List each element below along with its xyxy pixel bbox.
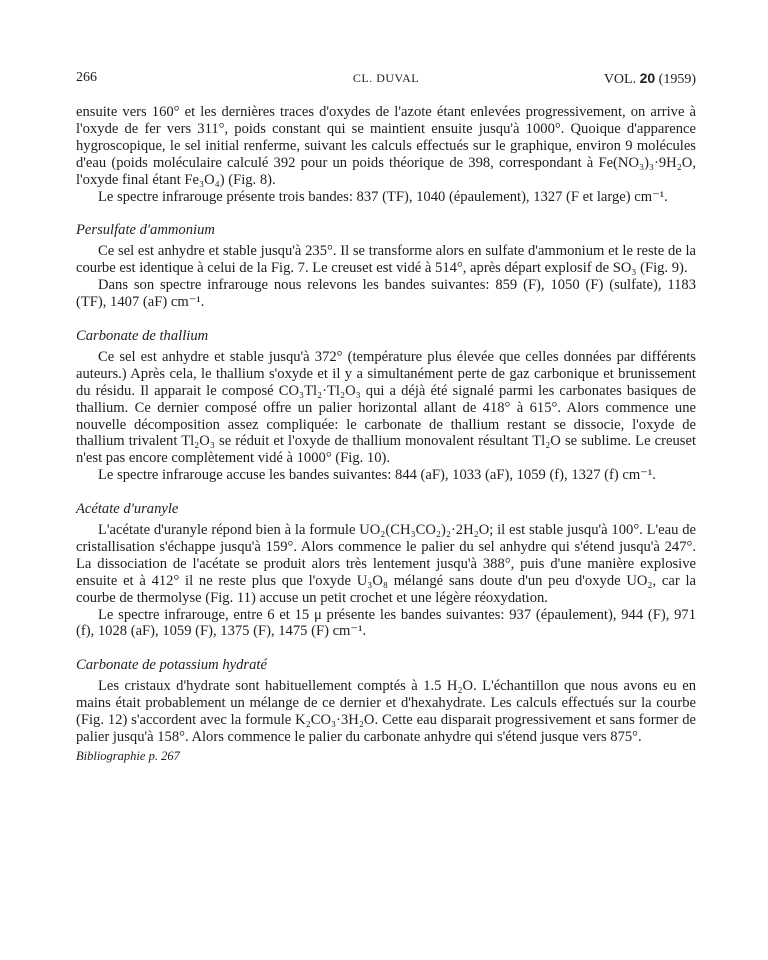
section-title: Carbonate de thallium [76, 327, 209, 344]
volume-year: (1959) [658, 72, 696, 87]
volume-prefix: VOL. [603, 72, 637, 87]
intro-paragraph-1: ensuite vers 160° et les dernières traces d'oxydes de l'azote étant enlevées progressivement, on arrive à l'oxyde de fer vers 311°, poids constant qui se maintient ensuite jusqu'à 1000°. Quoique d'apparence hygroscopique, le sel initial renferme, suivant les calculs effectués sur le graphique, environ 9 molécules d'eau (poids moléculaire calculé 392 pour un poids théorique de 398, correspondant à Fe(NO₃)₃·9H₂O, l'oxyde final étant Fe₃O₄) (Fig. 8). [76, 104, 696, 188]
section-paragraph: Le spectre infrarouge, entre 6 et 15 μ présente les bandes suivantes: 937 (épaulement), 944 (F), 971 (f), 1028 (aF), 1059 (F), 1375 (F), 1475 (F) cm⁻¹. [76, 606, 696, 640]
page-number: 266 [76, 70, 97, 85]
volume-number: 20 [639, 70, 656, 86]
section-paragraph: Dans son spectre infrarouge nous relevons les bandes suivantes: 859 (F), 1050 (F) (sulfate), 1183 (TF), 1407 (aF) cm⁻¹. [76, 277, 696, 311]
volume-info [604, 70, 696, 88]
section-persulfate [76, 222, 696, 311]
page-body [76, 104, 696, 765]
section-title: Carbonate de potassium hydraté [76, 657, 267, 674]
section-acetate-uranyle [76, 501, 696, 640]
running-author: CL. DUVAL [352, 71, 420, 85]
section-paragraph: Les cristaux d'hydrate sont habituellement comptés à 1.5 H₂O. L'échantillon que nous avons eu en mains était probablement un mélange de ce dernier et d'hexahydrate. Les calculs effectués sur la courbe (Fig. 12) s'accordent avec la formule K₂CO₃·3H₂O. Cette eau disparait progressivement et sans former de palier jusqu'à 158°. Alors commence le palier du carbonate anhydre qui s'étend jusque vers 875°. [76, 678, 696, 745]
section-paragraph: Ce sel est anhydre et stable jusqu'à 372° (température plus élevée que celles données par différents auteurs.) Après cela, le thallium s'oxyde et il y a simultanément perte de gaz carbonique et brunissement du résidu. Il apparait le composé CO₃Tl₂·Tl₂O₃ qui a déjà été signalé parmi les carbonates basiques de thallium. Ce dernier composé offre un palier horizontal allant de 418° à 615°. Alors commence une nouvelle décomposition assez compliquée: le carbonate de thallium restant se dissocie, l'oxyde de thallium trivalent Tl₂O₃ se réduit et l'oxyde de thallium monovalent résultant Tl₂O se sublime. Le creuset n'est pas encore complètement vidé à 1000° (Fig. 10). [76, 348, 696, 467]
intro-paragraph-2: Le spectre infrarouge présente trois bandes: 837 (TF), 1040 (épaulement), 1327 (F et large) cm⁻¹. [98, 188, 668, 205]
section-paragraph: Ce sel est anhydre et stable jusqu'à 235°. Il se transforme alors en sulfate d'ammonium et le reste de la courbe est identique à celui de la Fig. 7. Le creuset est vidé à 514°, après départ explosif de SO₃ (Fig. 9). [76, 243, 696, 277]
section-paragraph: Le spectre infrarouge accuse les bandes suivantes: 844 (aF), 1033 (aF), 1059 (f), 1327 (f) cm⁻¹. [98, 467, 656, 484]
section-paragraph: L'acétate d'uranyle répond bien à la formule UO₂(CH₃CO₂)₂·2H₂O; il est stable jusqu'à 100°. L'eau de cristallisation s'échappe jusqu'à 159°. Alors commence le palier du sel anhydre qui s'étend jusqu'à 247°. La dissociation de l'acétate se produit alors très lentement jusqu'à 388°, puis d'une manière explosive ensuite et à 412° il ne reste plus que l'oxyde U₃O₈ mélangé sans doute d'un peu d'oxyde UO₂, car la courbe de thermolyse (Fig. 11) accuse un petit crochet et une légère réoxydation. [76, 522, 696, 606]
section-title: Persulfate d'ammonium [76, 222, 215, 239]
bibliography-reference: Bibliographie p. 267 [76, 748, 180, 763]
running-header [76, 70, 696, 90]
section-title: Acétate d'uranyle [76, 501, 179, 518]
section-carbonate-thallium [76, 328, 696, 484]
section-carbonate-potassium [76, 657, 696, 746]
